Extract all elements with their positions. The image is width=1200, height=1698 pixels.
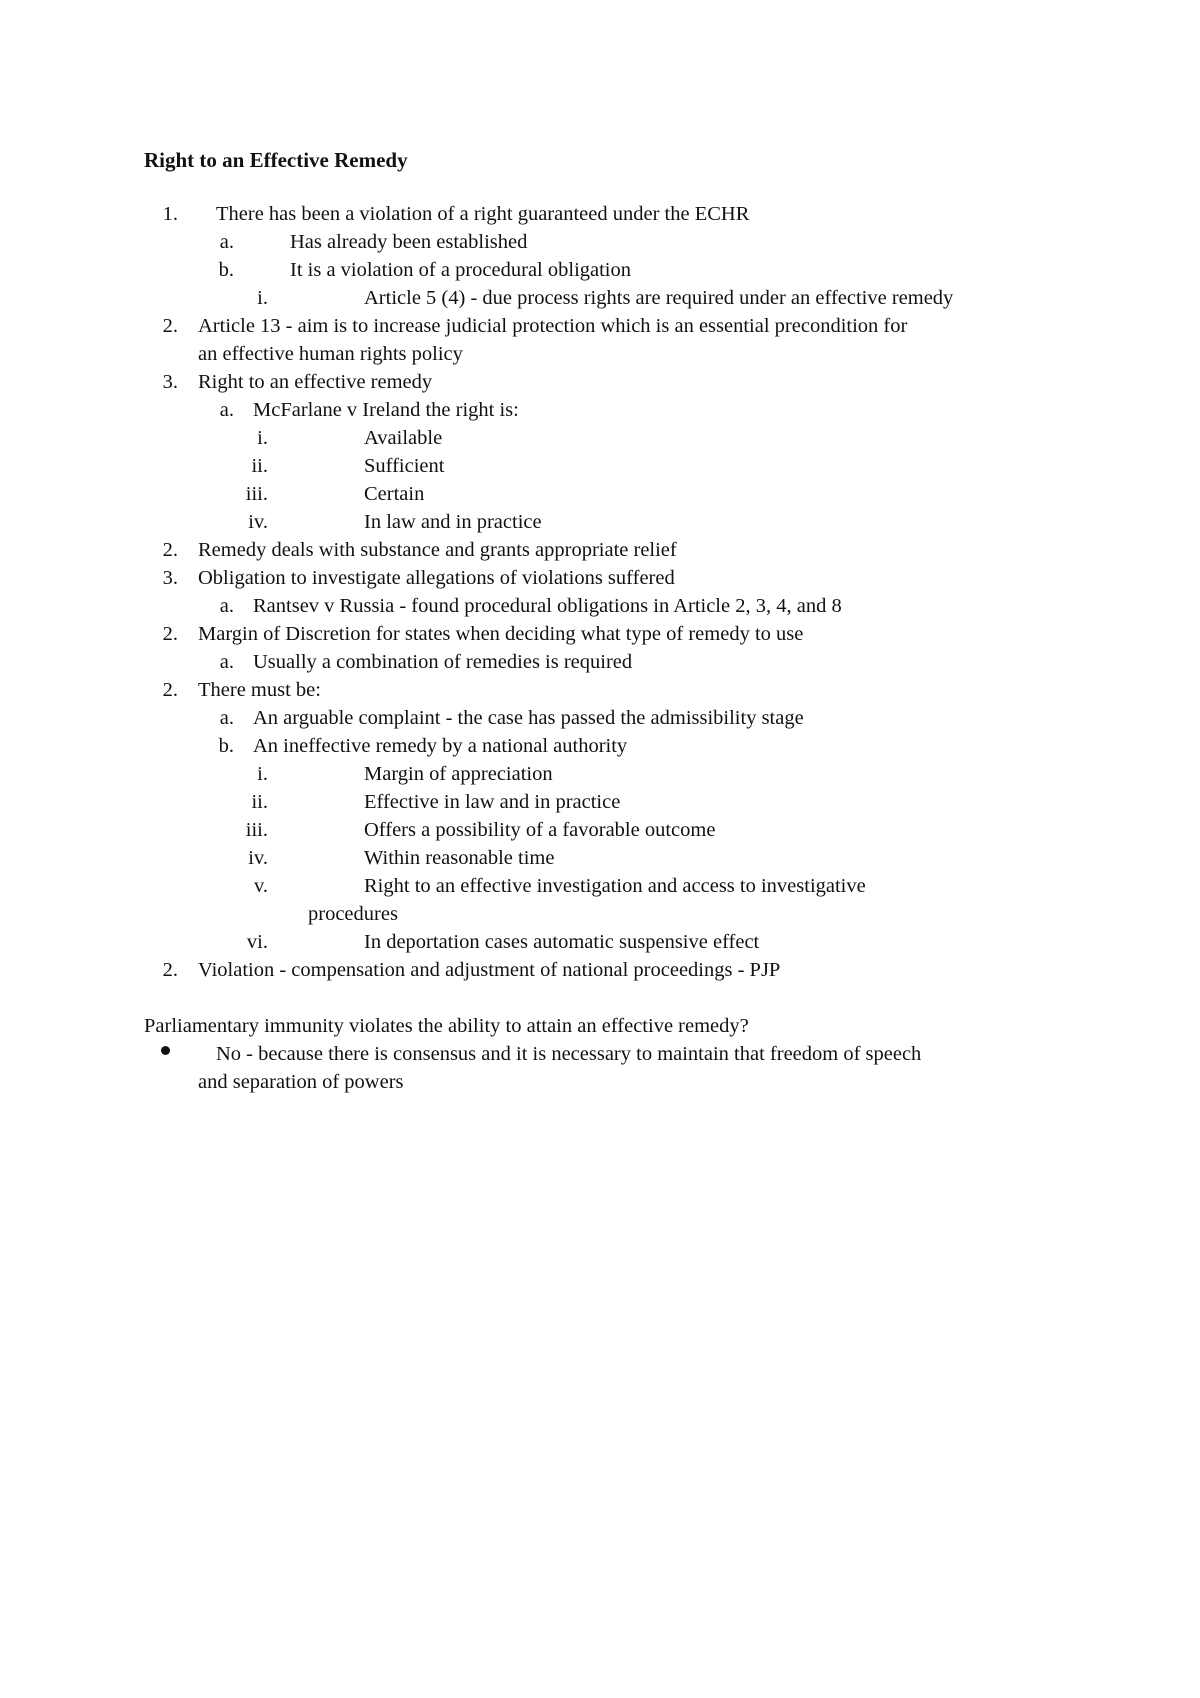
list-marker: v. — [253, 875, 268, 897]
list-marker: b. — [218, 259, 234, 281]
list-marker: i. — [257, 427, 268, 449]
list-item: McFarlane v Ireland the right is: — [253, 399, 519, 421]
list-item: Article 5 (4) - due process rights are required under an effective remedy — [364, 287, 954, 309]
list-item: An arguable complaint - the case has passed the admissibility stage — [253, 707, 804, 729]
list-item: Remedy deals with substance and grants appropriate relief — [198, 539, 677, 561]
list-marker: vi. — [246, 931, 268, 953]
list-item: Rantsev v Russia - found procedural obligations in Article 2, 3, 4, and 8 — [253, 595, 842, 617]
list-item: Obligation to investigate allegations of violations suffered — [198, 567, 675, 589]
list-marker: a. — [219, 231, 234, 253]
page-title: Right to an Effective Remedy — [144, 148, 408, 172]
list-marker: i. — [257, 763, 268, 785]
list-marker: a. — [219, 651, 234, 673]
list-item: In law and in practice — [364, 511, 542, 533]
list-marker: iii. — [245, 483, 268, 505]
list-item: Available — [364, 427, 443, 449]
list-item: It is a violation of a procedural obligation — [290, 259, 632, 281]
list-item: Sufficient — [364, 455, 445, 477]
list-item: An ineffective remedy by a national authority — [253, 735, 628, 757]
list-marker: iii. — [245, 819, 268, 841]
list-item: Certain — [364, 483, 425, 505]
answer-line-continuation: and separation of powers — [198, 1071, 404, 1093]
list-marker: iv. — [248, 847, 268, 869]
list-item: Effective in law and in practice — [364, 791, 621, 813]
list-item: Right to an effective investigation and access to investigative — [364, 875, 866, 897]
list-marker: iv. — [248, 511, 268, 533]
list-item: Violation - compensation and adjustment of national proceedings - PJP — [198, 959, 781, 981]
list-item: There must be: — [198, 679, 321, 701]
list-item: There has been a violation of a right guaranteed under the ECHR — [216, 203, 750, 225]
list-marker: 2. — [162, 315, 178, 337]
list-marker: 2. — [162, 539, 178, 561]
list-item: Within reasonable time — [364, 847, 555, 869]
list-marker: 1. — [162, 203, 178, 225]
list-marker: a. — [219, 707, 234, 729]
list-item: Margin of Discretion for states when deciding what type of remedy to use — [198, 623, 804, 645]
list-item-continuation: an effective human rights policy — [198, 343, 463, 365]
list-marker: b. — [218, 735, 234, 757]
list-item-continuation: procedures — [308, 903, 398, 925]
list-marker: ii. — [251, 455, 268, 477]
list-item: Has already been established — [290, 231, 528, 253]
list-marker: i. — [257, 287, 268, 309]
list-item: Article 13 - aim is to increase judicial protection which is an essential precondition for — [198, 315, 908, 337]
list-item: In deportation cases automatic suspensive effect — [364, 931, 760, 953]
list-item: Margin of appreciation — [364, 763, 553, 785]
list-item: Right to an effective remedy — [198, 371, 433, 393]
list-marker: a. — [219, 399, 234, 421]
list-marker: 3. — [162, 371, 178, 393]
list-marker: 2. — [162, 959, 178, 981]
list-marker: 2. — [162, 623, 178, 645]
list-marker: ii. — [251, 791, 268, 813]
list-marker: a. — [219, 595, 234, 617]
list-marker: 3. — [162, 567, 178, 589]
list-item: Offers a possibility of a favorable outcome — [364, 819, 716, 841]
list-marker: 2. — [162, 679, 178, 701]
answer-line: No - because there is consensus and it is necessary to maintain that freedom of speech — [216, 1043, 922, 1065]
bullet-icon — [161, 1046, 170, 1055]
question-paragraph: Parliamentary immunity violates the ability to attain an effective remedy? — [144, 1015, 749, 1037]
list-item: Usually a combination of remedies is required — [253, 651, 633, 673]
